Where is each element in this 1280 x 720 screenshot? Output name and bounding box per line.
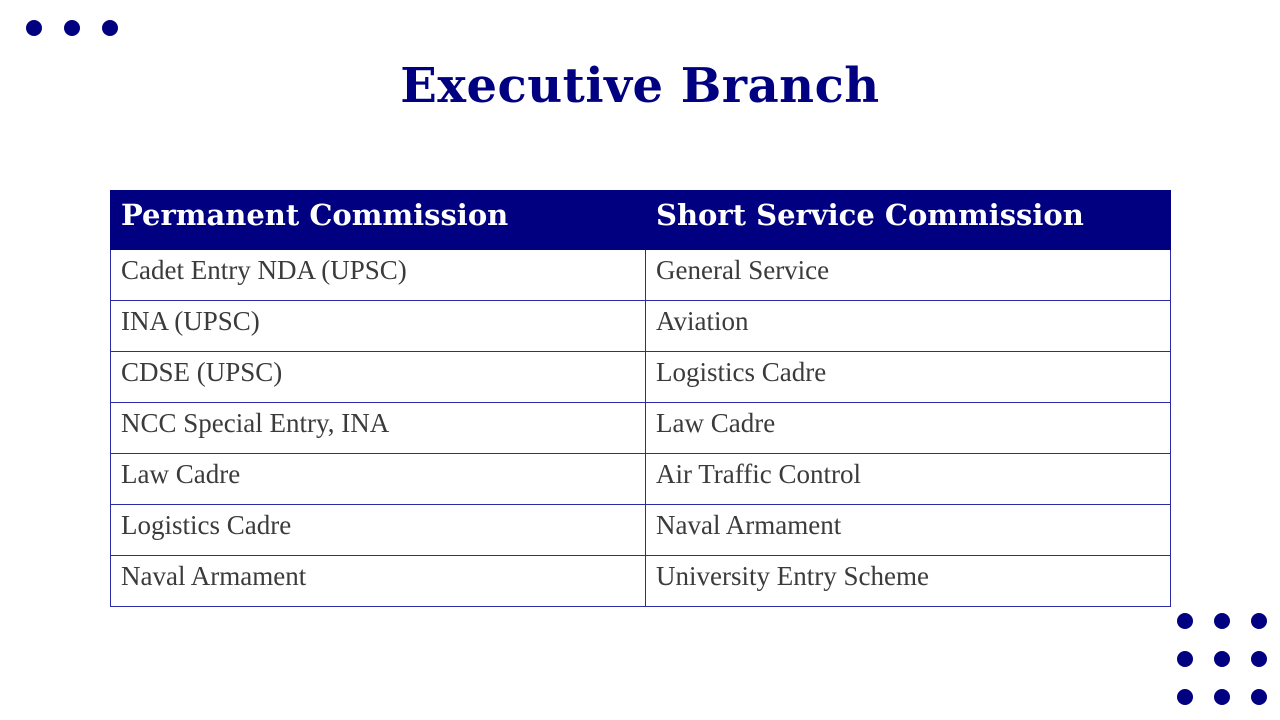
table-cell: Aviation xyxy=(646,301,1171,352)
dot-icon xyxy=(1177,613,1193,629)
dot-icon xyxy=(1214,651,1230,667)
dot-row-icon xyxy=(26,20,118,36)
table-cell: Logistics Cadre xyxy=(111,505,646,556)
dot-icon xyxy=(1251,651,1267,667)
table-row xyxy=(111,301,1171,352)
dot-icon xyxy=(1177,651,1193,667)
table-cell: NCC Special Entry, INA xyxy=(111,403,646,454)
table-cell: Naval Armament xyxy=(646,505,1171,556)
commission-table xyxy=(110,190,1171,607)
dot-icon xyxy=(1177,689,1193,705)
table-row xyxy=(111,250,1171,301)
dot-icon xyxy=(26,20,42,36)
dot-icon xyxy=(1251,689,1267,705)
dot-icon xyxy=(1251,613,1267,629)
dot-icon xyxy=(1214,613,1230,629)
table-cell: University Entry Scheme xyxy=(646,556,1171,607)
dot-icon xyxy=(1214,689,1230,705)
table-row xyxy=(111,505,1171,556)
table-header-row xyxy=(111,191,1171,250)
table-cell: Law Cadre xyxy=(111,454,646,505)
table-cell: General Service xyxy=(646,250,1171,301)
dot-icon xyxy=(64,20,80,36)
table-cell: Law Cadre xyxy=(646,403,1171,454)
table-row xyxy=(111,454,1171,505)
table-cell: Cadet Entry NDA (UPSC) xyxy=(111,250,646,301)
table-cell: Naval Armament xyxy=(111,556,646,607)
dot-icon xyxy=(102,20,118,36)
table-row xyxy=(111,403,1171,454)
table-cell: CDSE (UPSC) xyxy=(111,352,646,403)
dot-grid-icon xyxy=(1177,613,1267,705)
table-cell: Logistics Cadre xyxy=(646,352,1171,403)
table-cell: Air Traffic Control xyxy=(646,454,1171,505)
header-permanent-commission: Permanent Commission xyxy=(111,191,646,250)
table-cell: INA (UPSC) xyxy=(111,301,646,352)
header-short-service-commission: Short Service Commission xyxy=(646,191,1171,250)
table-row xyxy=(111,352,1171,403)
table-row xyxy=(111,556,1171,607)
slide-title: Executive Branch xyxy=(400,58,880,114)
